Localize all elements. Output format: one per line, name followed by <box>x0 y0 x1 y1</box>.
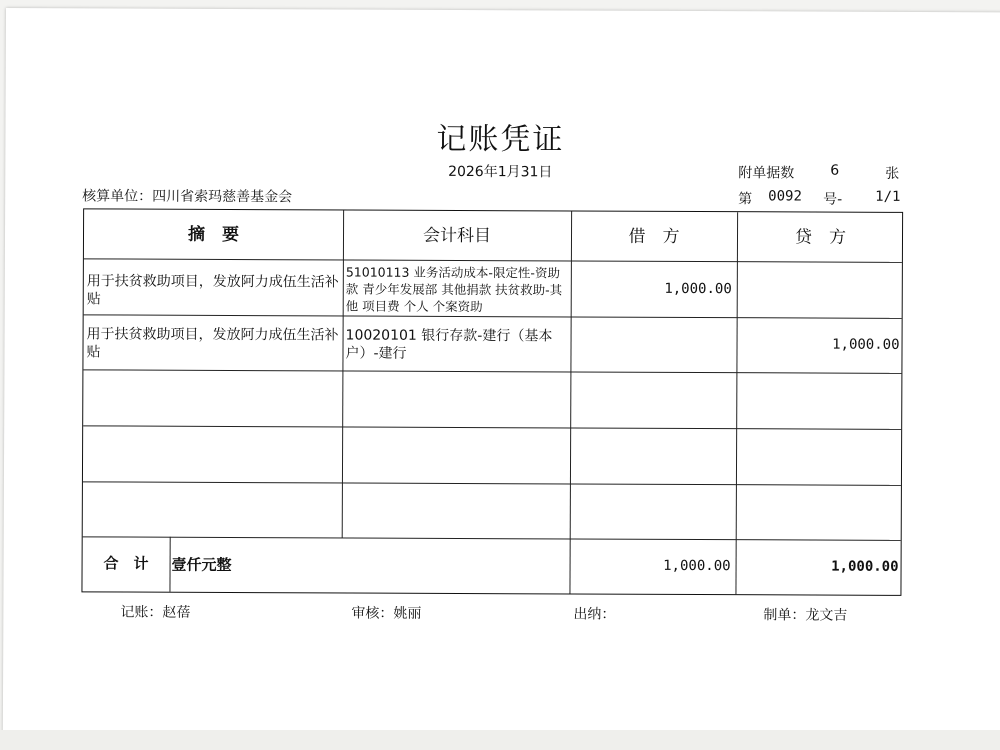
total-debit: 1,000.00 <box>663 557 731 575</box>
row2-credit: 1,000.00 <box>832 336 900 353</box>
header-debit: 借 方 <box>628 226 680 247</box>
row1-credit <box>740 281 900 282</box>
header-credit: 贷 方 <box>794 227 847 248</box>
preparer-label: 制单： <box>763 607 806 624</box>
total-label: 合 计 <box>103 554 149 573</box>
accounting-unit-label: 核算单位： <box>82 188 153 205</box>
cashier-label: 出纳： <box>573 606 616 623</box>
attachment-label: 附单据数 <box>738 165 795 182</box>
voucher-paper <box>3 8 1000 744</box>
voucher-number-prefix: 第 <box>738 191 753 208</box>
cashier-signature <box>573 603 615 623</box>
voucher-number-suffix: 号- <box>823 191 843 208</box>
bookkeeper-name: 赵蓓 <box>162 604 191 621</box>
row1-summary: 用于扶贫救助项目，发放阿力成伍生活补贴 <box>86 273 339 308</box>
row2-summary: 用于扶贫救助项目，发放阿力成伍生活补贴 <box>86 326 339 361</box>
attachment-count: 6 <box>830 162 840 179</box>
accounting-unit <box>82 185 292 206</box>
voucher-number: 0092 <box>768 188 802 205</box>
total-credit: 1,000.00 <box>831 558 899 575</box>
total-amount-words: 壹仟元整 <box>171 555 232 574</box>
header-account: 会计科目 <box>422 225 492 247</box>
reviewer-label: 审核： <box>351 605 394 622</box>
row1-debit: 1,000.00 <box>664 280 732 298</box>
bookkeeper-label: 记账： <box>120 604 163 621</box>
attachment-unit: 张 <box>885 165 900 182</box>
accounting-unit-name: 四川省索玛慈善基金会 <box>152 188 293 206</box>
row2-debit <box>574 335 732 336</box>
page-bottom-edge <box>0 730 1000 750</box>
header-summary: 摘 要 <box>187 224 240 246</box>
row-divider <box>83 481 901 486</box>
voucher-page: 1/1 <box>875 188 901 205</box>
column-divider <box>735 212 738 594</box>
preparer-signature <box>763 604 847 624</box>
preparer-name: 龙文吉 <box>805 607 848 624</box>
total-divider <box>83 536 901 541</box>
voucher-title: 记账凭证 <box>436 121 565 158</box>
row2-account: 10020101 银行存款-建行（基本户）-建行 <box>345 327 553 362</box>
reviewer-signature <box>351 603 421 623</box>
row1-account: 51010113 业务活动成本-限定性-资助款 青少年发展部 其他捐款 扶贫救助-其他 项目费 个人 个案资助 <box>345 264 563 315</box>
voucher-date: 2026年1月31日 <box>448 163 553 181</box>
row-divider <box>83 425 901 430</box>
reviewer-name: 姚丽 <box>393 605 422 622</box>
row-divider <box>83 369 901 374</box>
bookkeeper-signature <box>120 602 190 622</box>
voucher-table <box>81 208 903 596</box>
